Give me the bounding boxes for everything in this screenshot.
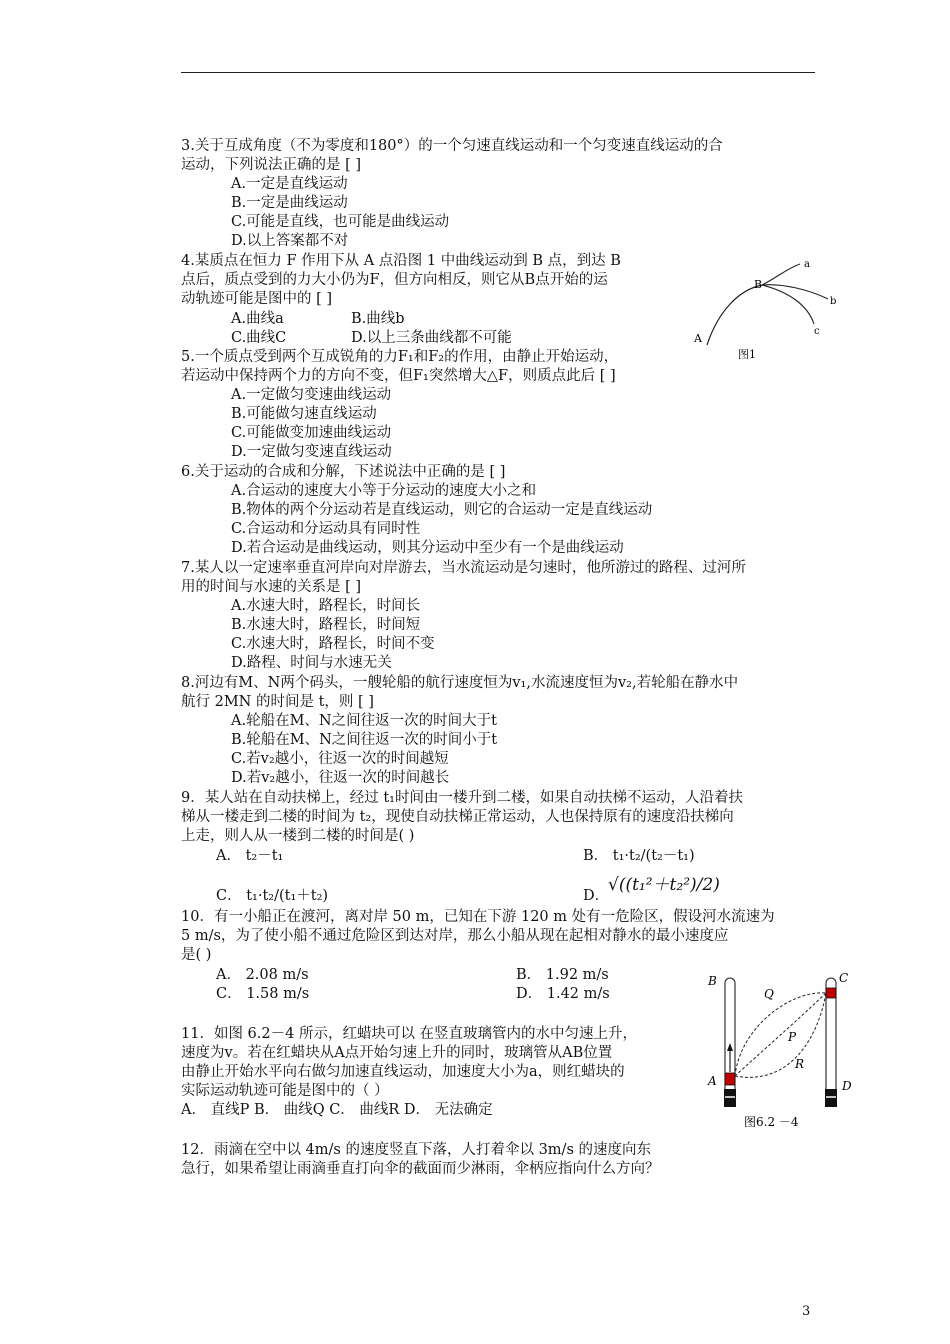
q10-stem-line-1: 10．有一小船正在渡河，离对岸 50 m，已知在下游 120 m 处有一危险区，假设河水流速为: [181, 909, 775, 925]
q3-stem-line-2: 运动，下列说法正确的是 [ ]: [181, 157, 362, 173]
q11-stem-line-1: 11．如图 6.2－4 所示，红蜡块可以 在竖直玻璃管内的水中匀速上升，: [181, 1026, 638, 1042]
q9-option-d: D．: [583, 888, 610, 904]
q6-option-b: B.物体的两个分运动若是直线运动，则它的合运动一定是直线运动: [231, 502, 653, 518]
q5-option-c: C.可能做变加速曲线运动: [231, 425, 392, 441]
red-wax-block: [725, 1073, 735, 1085]
q6-option-a: A.合运动的速度大小等于分运动的速度大小之和: [231, 483, 537, 499]
q4-option-b: B.曲线b: [351, 311, 405, 327]
figure-1-trajectory: [680, 252, 850, 360]
label-P: P: [788, 1030, 797, 1044]
label-R: R: [795, 1057, 805, 1071]
red-wax-block-target: [826, 988, 836, 998]
figure-1-caption: 图1: [738, 348, 756, 360]
q7-stem-line-1: 7.某人以一定速率垂直河岸向对岸游去，当水流运动是匀速时，他所游过的路程、过河所: [181, 560, 746, 576]
q7-option-a: A.水速大时，路程长，时间长: [231, 598, 421, 614]
q8-option-c: C.若v₂越小，往返一次的时间越短: [231, 751, 449, 767]
figure-6-2-4-caption: 图6.2 －4: [744, 1115, 799, 1129]
figure-6-2-4-glass-tube: [700, 968, 860, 1133]
q8-option-d: D.若v₂越小，往返一次的时间越长: [231, 770, 450, 786]
q9-stem-line-1: 9．某人站在自动扶梯上，经过 t₁时间由一楼升到二楼，如果自动扶梯不运动，人沿着扶: [181, 790, 743, 806]
page-number: 3: [802, 1304, 811, 1319]
q4-stem-line-2: 点后，质点受到的力大小仍为F，但方向相反，则它从B点开始的运: [181, 272, 608, 288]
label-Q: Q: [764, 987, 774, 1001]
q11-stem-line-2: 速度为v。若在红蜡块从A点开始匀速上升的同时，玻璃管从AB位置: [181, 1045, 613, 1061]
q10-option-a: A． 2.08 m/s: [216, 967, 309, 983]
q8-option-a: A.轮船在M、N之间往返一次的时间大于t: [231, 713, 497, 729]
curve-a: [762, 264, 800, 285]
label-A: A: [694, 332, 702, 345]
left-tube-base: [724, 1089, 736, 1107]
q6-stem-line-1: 6.关于运动的合成和分解，下述说法中正确的是 [ ]: [181, 464, 506, 480]
label-b: b: [830, 296, 837, 307]
q9-option-c: C． t₁·t₂/(t₁＋t₂): [216, 888, 329, 904]
q9-option-b: B． t₁·t₂/(t₂－t₁): [583, 848, 695, 864]
q4-option-a: A.曲线a: [231, 311, 284, 327]
trajectory-P: [735, 993, 826, 1076]
q10-stem-line-2: 5 m/s，为了使小船不通过危险区到达对岸，那么小船从现在起相对静水的最小速度应: [181, 928, 729, 944]
curve-A-to-B: [707, 285, 762, 345]
curve-b: [762, 285, 828, 299]
q7-option-b: B.水速大时，路程长，时间短: [231, 617, 421, 633]
q6-option-d: D.若合运动是曲线运动，则其分运动中至少有一个是曲线运动: [231, 540, 624, 556]
q11-options: A． 直线P B． 曲线Q C． 曲线R D． 无法确定: [181, 1102, 493, 1118]
q5-stem-line-2: 若运动中保持两个力的方向不变，但F₁突然增大△F，则质点此后 [ ]: [181, 368, 616, 384]
q9-stem-line-3: 上走，则人从一楼到二楼的时间是( ): [181, 828, 415, 844]
q5-option-a: A.一定做匀变速曲线运动: [231, 387, 392, 403]
label-c: c: [814, 326, 820, 337]
q4-stem-line-1: 4.某质点在恒力 F 作用下从 A 点沿图 1 中曲线运动到 B 点，到达 B: [181, 253, 621, 269]
label-B: B: [754, 278, 763, 291]
q3-stem-line-1: 3.关于互成角度（不为零度和180°）的一个匀速直线运动和一个匀变速直线运动的合: [181, 138, 723, 154]
q12-stem-line-2: 急行，如果希望让雨滴垂直打向伞的截面而少淋雨，伞柄应指向什么方向？: [181, 1161, 660, 1177]
q3-option-b: B.一定是曲线运动: [231, 195, 348, 211]
q3-option-c: C.可能是直线，也可能是曲线运动: [231, 214, 450, 230]
q3-option-d: D.以上答案都不对: [231, 233, 349, 249]
q12-stem-line-1: 12．雨滴在空中以 4m/s 的速度竖直下落，人打着伞以 3m/s 的速度向东: [181, 1142, 651, 1158]
right-tube-base: [825, 1089, 837, 1107]
label-B-top-left: B: [708, 974, 717, 988]
label-a: a: [804, 259, 810, 270]
q5-option-b: B.可能做匀速直线运动: [231, 406, 377, 422]
header-rule: [181, 72, 815, 73]
q11-stem-line-3: 由静止开始水平向右做匀加速直线运动，加速度大小为a，则红蜡块的: [181, 1064, 625, 1080]
q4-option-d: D.以上三条曲线都不可能: [351, 330, 512, 346]
label-D-bottom-right: D: [842, 1079, 852, 1093]
label-C-top-right: C: [839, 971, 849, 985]
q11-stem-line-4: 实际运动轨迹可能是图中的（ ）: [181, 1083, 389, 1099]
q4-stem-line-3: 动轨迹可能是图中的 [ ]: [181, 291, 333, 307]
label-A-bottom-left: A: [708, 1074, 717, 1088]
q8-option-b: B.轮船在M、N之间往返一次的时间小于t: [231, 732, 498, 748]
q8-stem-line-1: 8.河边有M、N两个码头，一艘轮船的航行速度恒为v₁,水流速度恒为v₂,若轮船在静水中: [181, 675, 739, 691]
q10-option-b: B． 1.92 m/s: [516, 967, 609, 983]
q10-option-d: D． 1.42 m/s: [516, 986, 610, 1002]
q7-option-c: C.水速大时，路程长，时间不变: [231, 636, 435, 652]
q4-option-c: C.曲线C: [231, 330, 287, 346]
q6-option-c: C.合运动和分运动具有同时性: [231, 521, 421, 537]
q5-stem-line-1: 5.一个质点受到两个互成锐角的力F₁和F₂的作用，由静止开始运动，: [181, 349, 619, 365]
q8-stem-line-2: 航行 2MN 的时间是 t，则 [ ]: [181, 694, 374, 710]
q7-stem-line-2: 用的时间与水速的关系是 [ ]: [181, 579, 362, 595]
q5-option-d: D.一定做匀变速直线运动: [231, 444, 392, 460]
q9-stem-line-2: 梯从一楼走到二楼的时间为 t₂，现使自动扶梯正常运动，人也保持原有的速度沿扶梯向: [181, 809, 734, 825]
q3-option-a: A.一定是直线运动: [231, 176, 348, 192]
q10-option-c: C． 1.58 m/s: [216, 986, 310, 1002]
q7-option-d: D.路程、时间与水速无关: [231, 655, 392, 671]
q10-stem-line-3: 是( ): [181, 947, 212, 963]
q9-option-d-formula: √((t₁²＋t₂²)/2): [608, 875, 720, 895]
q9-option-a: A． t₂－t₁: [216, 848, 284, 864]
